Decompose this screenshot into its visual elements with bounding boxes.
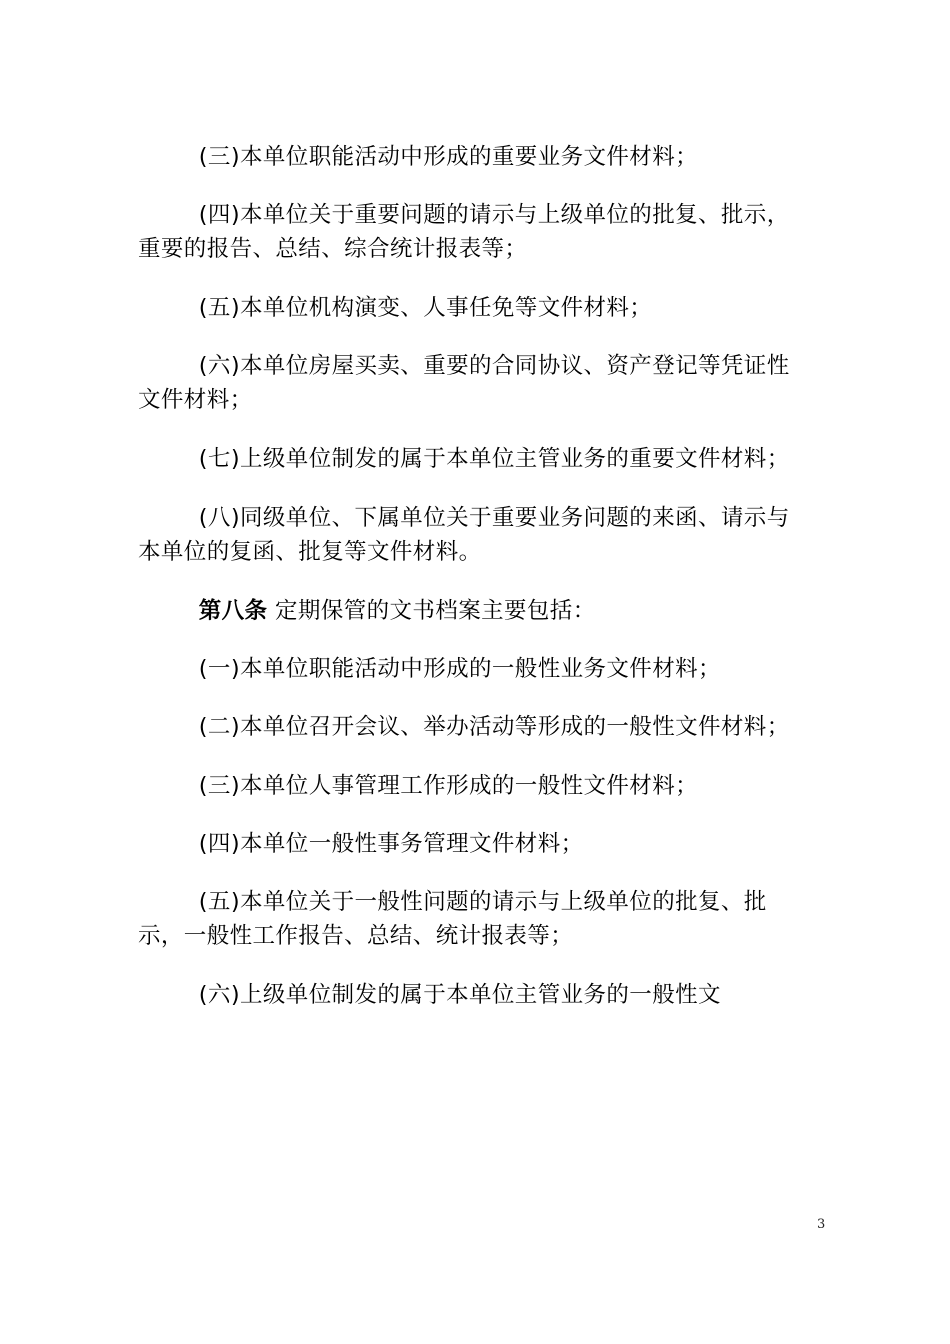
list-item: (六)本单位房屋买卖、重要的合同协议、资产登记等凭证性 文件材料； xyxy=(138,353,790,413)
list-item: (三)本单位职能活动中形成的重要业务文件材料； xyxy=(198,144,699,170)
list-item: (四)本单位一般性事务管理文件材料； xyxy=(198,831,584,857)
list-item: (六)上级单位制发的属于本单位主管业务的一般性文 xyxy=(198,982,721,1008)
list-item: (一)本单位职能活动中形成的一般性业务文件材料； xyxy=(198,656,721,682)
list-item: (三)本单位人事管理工作形成的一般性文件材料； xyxy=(198,773,699,799)
page-number: 3 xyxy=(817,1217,826,1232)
list-item: (五)本单位关于一般性问题的请示与上级单位的批复、批示，一般性工作报告、总结、统计报表等； xyxy=(138,889,767,949)
list-item: (七)上级单位制发的属于本单位主管业务的重要文件材料； xyxy=(198,446,790,472)
document-body xyxy=(138,140,803,1036)
list-item: (八)同级单位、下属单位关于重要业务问题的来函、请示与 本单位的复函、批复等文件材料。 xyxy=(138,505,790,565)
article-label: 第八条 xyxy=(198,598,268,624)
article-text: 定期保管的文书档案主要包括： xyxy=(267,598,596,624)
article-heading xyxy=(138,594,803,628)
list-item: (五)本单位机构演变、人事任免等文件材料； xyxy=(198,295,653,321)
list-item: (二)本单位召开会议、举办活动等形成的一般性文件材料； xyxy=(198,714,790,740)
list-item: (四)本单位关于重要问题的请示与上级单位的批复、批示， 重要的报告、总结、综合统计报表等； xyxy=(138,202,790,262)
